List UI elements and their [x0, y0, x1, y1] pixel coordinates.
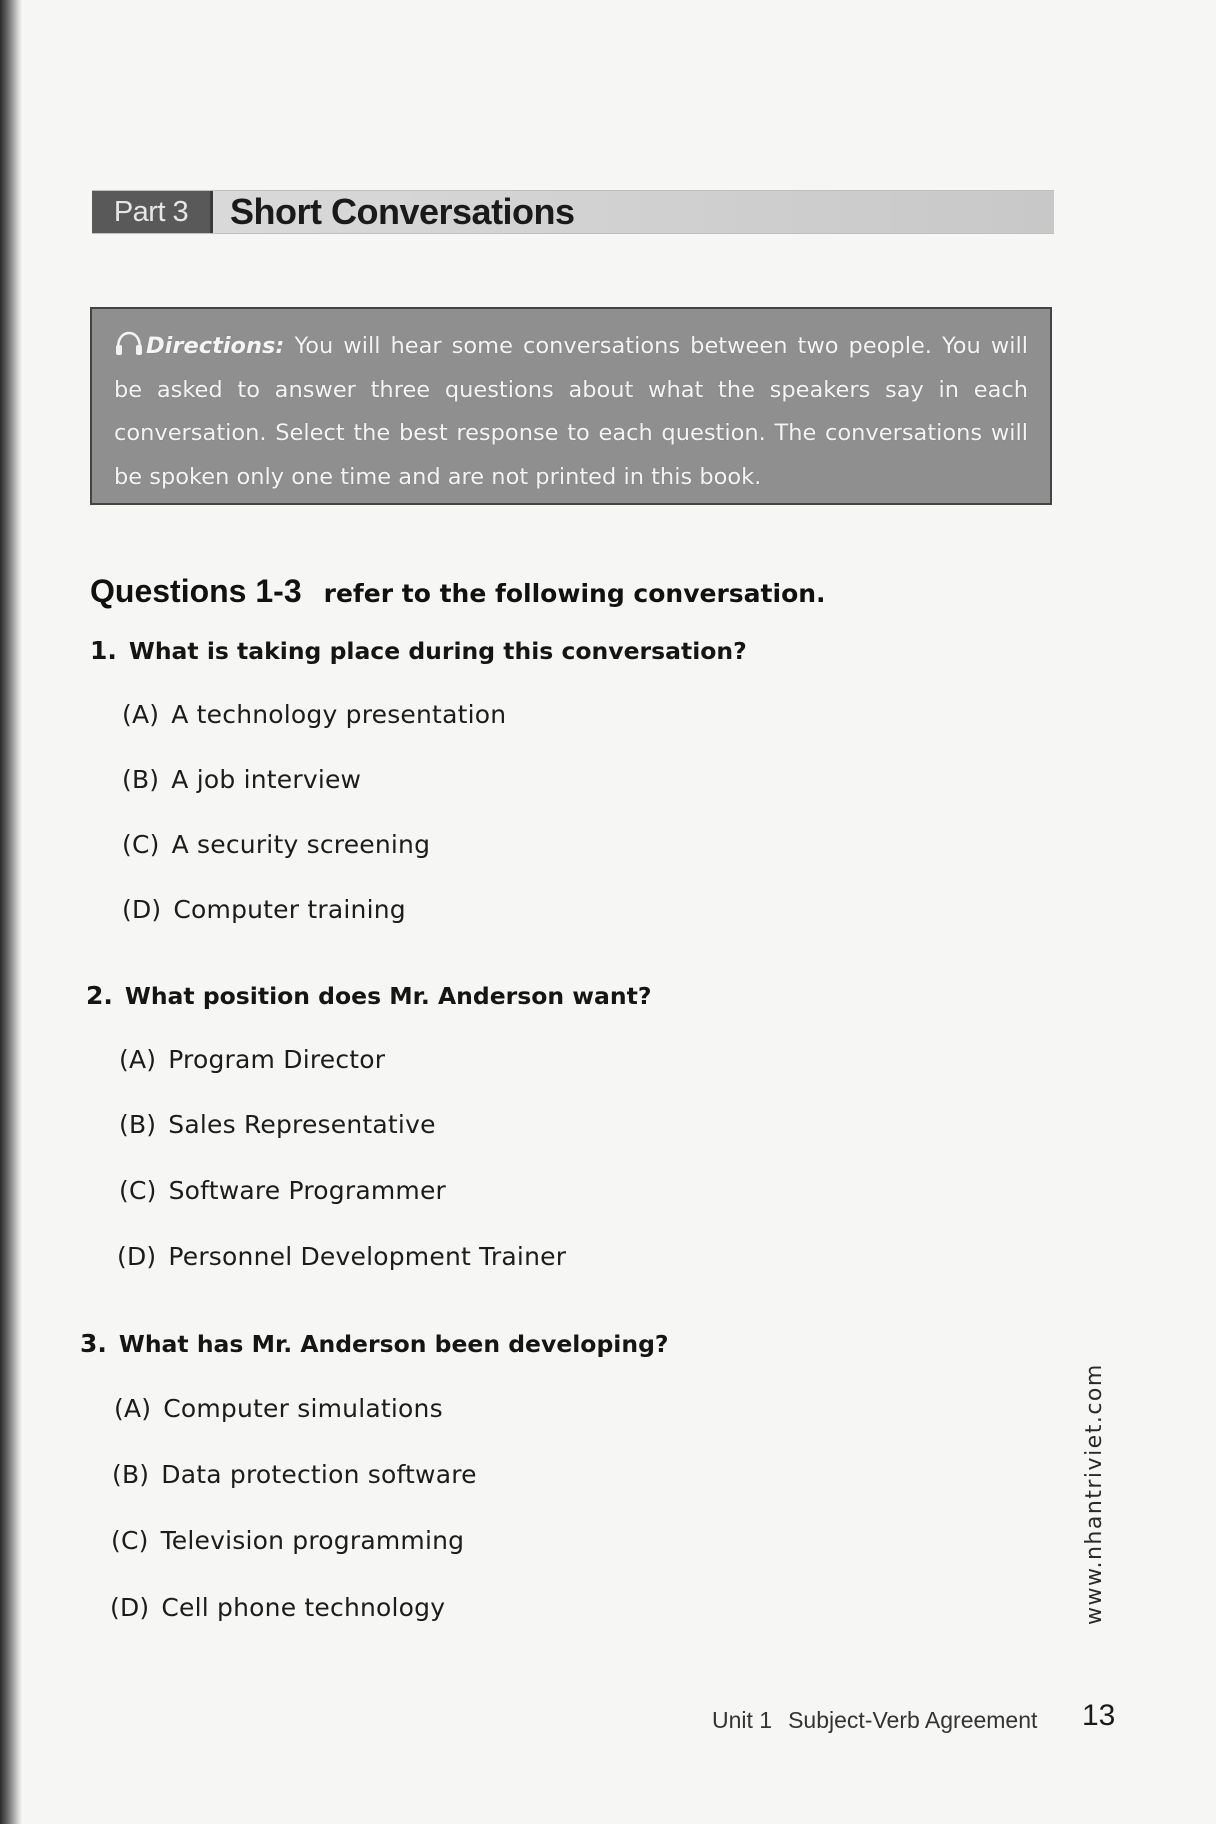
- option-text: Cell phone technology: [161, 1593, 446, 1622]
- question-2-option-a[interactable]: [119, 1045, 385, 1074]
- question-1-option-b[interactable]: [122, 765, 361, 794]
- question-text: What has Mr. Anderson been developing?: [118, 1330, 669, 1358]
- option-text: A job interview: [171, 765, 362, 794]
- headphone-icon: [114, 331, 144, 357]
- website-watermark: www.nhantriviet.com: [1082, 1363, 1107, 1625]
- option-text: A technology presentation: [171, 700, 507, 729]
- directions-text: You will hear some conversations between two people. You will be asked to answer three questions about what the speakers say in each conversation. Select the best response to each question. The conversations will be spoken only one time and are not printed in this book.: [114, 333, 1028, 490]
- question-2-option-b[interactable]: [119, 1110, 436, 1139]
- question-number: 1.: [90, 636, 117, 665]
- question-number: 2.: [86, 981, 113, 1010]
- question-3: [80, 1329, 669, 1358]
- option-letter: (A): [119, 1045, 157, 1074]
- questions-intro-text: refer to the following conversation.: [323, 579, 826, 608]
- question-3-option-c[interactable]: [111, 1526, 464, 1555]
- part-header: [92, 190, 1054, 234]
- directions-label: Directions:: [146, 333, 285, 359]
- page-binding-shadow: [0, 0, 22, 1824]
- option-letter: (D): [117, 1242, 157, 1271]
- question-2-option-d[interactable]: [117, 1242, 566, 1271]
- option-text: Data protection software: [161, 1460, 477, 1489]
- part-tag: Part 3: [92, 191, 213, 233]
- question-3-option-d[interactable]: [110, 1593, 445, 1622]
- option-letter: (D): [122, 895, 162, 924]
- option-text: Software Programmer: [168, 1176, 447, 1205]
- option-text: Program Director: [168, 1045, 386, 1074]
- question-3-option-b[interactable]: [112, 1460, 477, 1489]
- option-letter: (B): [112, 1460, 150, 1489]
- option-letter: (A): [114, 1394, 152, 1423]
- option-text: Television programming: [160, 1526, 465, 1555]
- question-text: What position does Mr. Anderson want?: [124, 982, 652, 1010]
- question-number: 3.: [80, 1329, 107, 1358]
- question-2: [86, 981, 651, 1010]
- option-letter: (D): [110, 1593, 150, 1622]
- page-number: 13: [1082, 1699, 1116, 1732]
- option-text: A security screening: [171, 830, 431, 859]
- option-letter: (B): [119, 1110, 157, 1139]
- question-1-option-d[interactable]: [122, 895, 406, 924]
- question-1-option-c[interactable]: [122, 830, 430, 859]
- question-1-option-a[interactable]: [122, 700, 506, 729]
- option-text: Computer training: [173, 895, 406, 924]
- option-letter: (B): [122, 765, 160, 794]
- option-letter: (C): [122, 830, 160, 859]
- footer-chapter-title: Subject-Verb Agreement: [788, 1707, 1038, 1733]
- option-letter: (A): [122, 700, 160, 729]
- option-text: Computer simulations: [163, 1394, 443, 1423]
- footer-unit-label: Unit 1: [712, 1707, 773, 1733]
- part-title: Short Conversations: [230, 191, 575, 232]
- directions-box: [90, 307, 1052, 505]
- option-letter: (C): [111, 1526, 149, 1555]
- question-3-option-a[interactable]: [114, 1394, 443, 1423]
- question-2-option-c[interactable]: [119, 1176, 446, 1205]
- footer-chapter: [712, 1707, 1037, 1734]
- questions-range: Questions 1-3: [90, 573, 302, 609]
- questions-intro: [90, 573, 826, 610]
- option-letter: (C): [119, 1176, 157, 1205]
- option-text: Personnel Development Trainer: [168, 1242, 567, 1271]
- question-1: [90, 636, 747, 665]
- option-text: Sales Representative: [168, 1110, 436, 1139]
- question-text: What is taking place during this conversation?: [128, 637, 747, 665]
